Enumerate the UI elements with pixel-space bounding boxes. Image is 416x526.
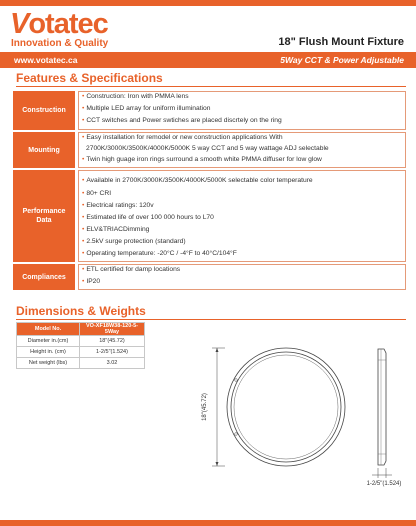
bullet-icon: • (82, 93, 85, 100)
spec-line: • Easy installation for remodel or new construction applications With (82, 134, 283, 141)
spec-line: • Available in 2700K/3000K/3500K/4000K/5000K selectable color temperature (82, 177, 313, 184)
bullet-icon: • (82, 117, 85, 124)
diameter-label: 18"(45.72) (202, 393, 208, 421)
table-cell-value: 18"(45.72) (80, 336, 145, 347)
table-cell-label: Height in. (cm) (17, 347, 80, 358)
spec-line: • Construction: Iron with PMMA lens (82, 93, 189, 100)
bottom-accent-band (0, 520, 416, 526)
table-cell-label: Diameter in.(cm) (17, 336, 80, 347)
spec-label-mounting: Mounting (13, 132, 75, 168)
spec-label-compliances: Compliances (13, 264, 75, 290)
bullet-icon: • (82, 214, 85, 221)
bullet-icon: • (82, 266, 85, 273)
spec-line: • 2.5kV surge protection (standard) (82, 238, 186, 245)
bullet-icon: • (82, 278, 85, 285)
bullet-icon: • (82, 202, 85, 209)
spec-line: • Electrical ratings: 120v (82, 202, 154, 209)
spec-line: • Estimated life of over 100 000 hours to L70 (82, 214, 214, 221)
bullet-icon: • (82, 156, 85, 163)
bullet-icon: • (82, 177, 85, 184)
fixture-front-view (227, 348, 345, 466)
spec-line: • IP20 (82, 278, 101, 285)
spec-label-construction: Construction (13, 91, 75, 130)
table-cell-value: 1-2/5"(1.524) (80, 347, 145, 358)
table-cell-label: Net weight (lbs) (17, 358, 80, 369)
table-header-model: VO-XF18W38-120-5-5Way (80, 323, 145, 336)
spec-line: • CCT switches and Power swtiches are placed discrtely on the ring (82, 117, 282, 124)
spec-line: • Twin high guage iron rings surround a smooth white PMMA diffuser for low glow (82, 156, 322, 163)
bullet-icon: • (82, 250, 85, 257)
diameter-dimension-line (212, 348, 225, 466)
logo-text: otatec (28, 8, 108, 40)
table-cell-value: 3.02 (80, 358, 145, 369)
height-label: 1-2/5"(1.524) (366, 481, 402, 487)
tagline: Innovation & Quality (11, 38, 109, 49)
product-subtitle: 5Way CCT & Power Adjustable (280, 55, 404, 65)
spec-label-performance: Performance Data (13, 170, 75, 262)
bullet-icon: • (82, 226, 85, 233)
spec-line: • ELV&TRIACDimming (82, 226, 150, 233)
spec-line: • 80+ CRI (82, 190, 112, 197)
height-dimension-line (372, 468, 392, 478)
fixture-side-view (378, 349, 386, 465)
website-link[interactable]: www.votatec.ca (14, 55, 78, 65)
table-header-label: Model No. (17, 323, 80, 336)
bullet-icon: • (82, 134, 85, 141)
spec-line: • ETL certified for damp locations (82, 266, 181, 273)
bullet-icon: • (82, 190, 85, 197)
features-heading: Features & Specifications (16, 71, 163, 85)
product-title: 18" Flush Mount Fixture (278, 36, 404, 48)
spec-line: • Operating temperature: -20°C / -4°F to 40°C/104°F (82, 250, 237, 257)
spec-line: 2700K/3000K/3500K/4000K/5000K 5 way CCT and 5 way wattage ADJ selectable (86, 145, 329, 152)
bullet-icon: • (82, 105, 85, 112)
dimensions-heading: Dimensions & Weights (16, 304, 146, 318)
spec-line: • Multiple LED array for uniform illumination (82, 105, 211, 112)
logo-v: V (10, 8, 29, 40)
bullet-icon: • (82, 238, 85, 245)
